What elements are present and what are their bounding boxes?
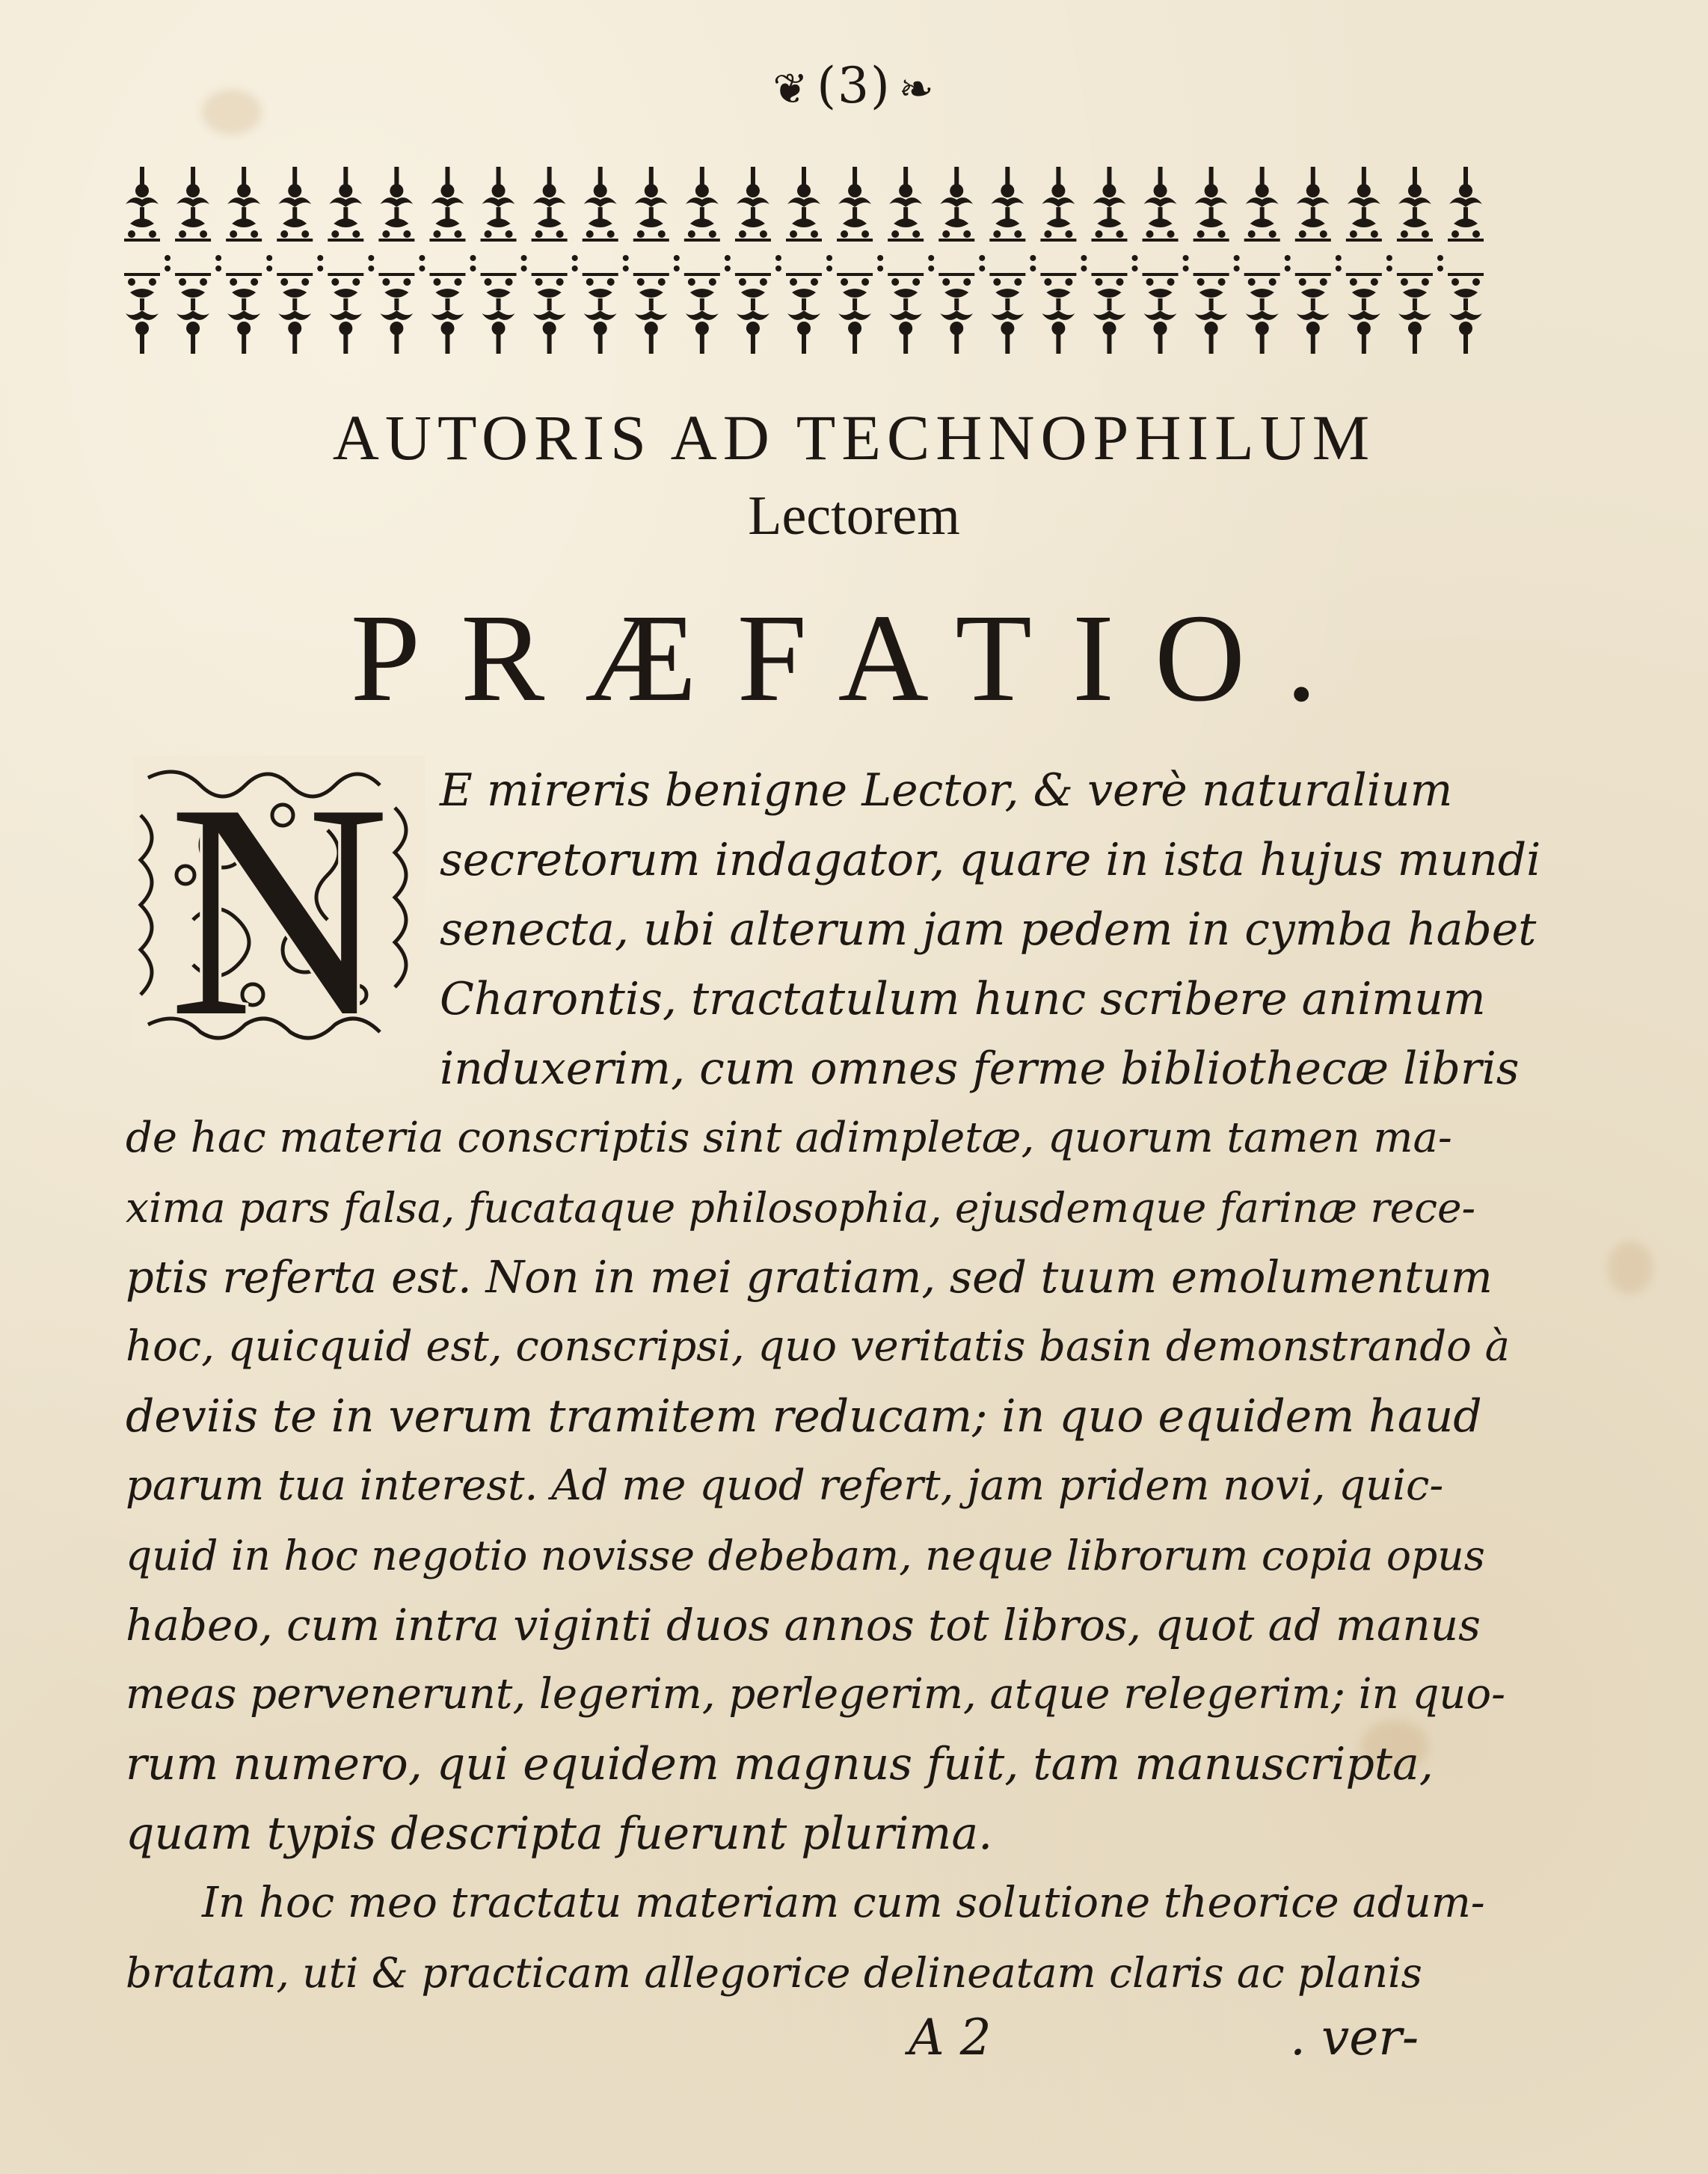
body-line: hoc, quicquid est, conscripsi, quo veritatis basin demonstrando à <box>126 1322 1510 1371</box>
fleuron-right-icon: ❧ <box>898 65 936 114</box>
body-line: habeo, cum intra viginti duos annos tot libros, quot ad manus <box>126 1600 1481 1651</box>
body-line: deviis te in verum tramitem reducam; in quo equidem haud <box>126 1390 1482 1443</box>
drop-cap-initial <box>133 755 425 1047</box>
body-line: quid in hoc negotio novisse debebam, neque librorum copia opus <box>126 1532 1485 1579</box>
body-line: In hoc meo tractatu materiam cum solutione theorice adum- <box>202 1879 1485 1927</box>
body-line: ptis referta est. Non in mei gratiam, sed tuum emolumentum <box>126 1251 1493 1303</box>
body-line: bratam, uti & practicam allegorice delineatam claris ac planis <box>126 1949 1422 1997</box>
body-line: de hac materia conscriptis sint adimpletæ, quorum tamen ma- <box>126 1114 1452 1162</box>
body-line: xima pars falsa, fucataque philosophia, ejusdemque farinæ rece- <box>126 1184 1476 1232</box>
page-number: (3) <box>817 57 891 114</box>
paper-stain <box>1608 1241 1653 1294</box>
heading-lectorem: Lectorem <box>748 485 960 547</box>
body-line: Charontis, tractatulum hunc scribere animum <box>440 973 1486 1025</box>
body-line: meas pervenerunt, legerim, perlegerim, atque relegerim; in quo- <box>126 1670 1505 1719</box>
page-title: PRÆFATIO. <box>350 589 1358 728</box>
signature-mark: A 2 <box>909 2009 992 2066</box>
drop-cap-letter: N <box>168 755 390 1047</box>
body-line: secretorum indagator, quare in ista hujus mundi <box>440 834 1541 886</box>
body-line: rum numero, qui equidem magnus fuit, tam manuscripta, <box>126 1738 1434 1790</box>
body-line: senecta, ubi alterum jam pedem in cymba habet <box>440 903 1537 956</box>
body-line: induxerim, cum omnes ferme bibliothecæ libris <box>440 1043 1520 1095</box>
body-line: E mireris benigne Lector, & verè naturalium <box>440 764 1453 817</box>
body-line: quam typis descripta fuerunt plurima. <box>126 1808 993 1860</box>
fleuron-left-icon: ❦ <box>772 65 810 114</box>
heading-autoris: AUTORIS AD TECHNOPHILUM <box>332 402 1376 473</box>
body-line: parum tua interest. Ad me quod refert, jam pridem novi, quic- <box>126 1461 1444 1510</box>
decorative-border-ornament <box>120 153 1488 370</box>
catchword: . ver- <box>1290 2009 1419 2066</box>
page-number-header <box>0 52 1708 123</box>
